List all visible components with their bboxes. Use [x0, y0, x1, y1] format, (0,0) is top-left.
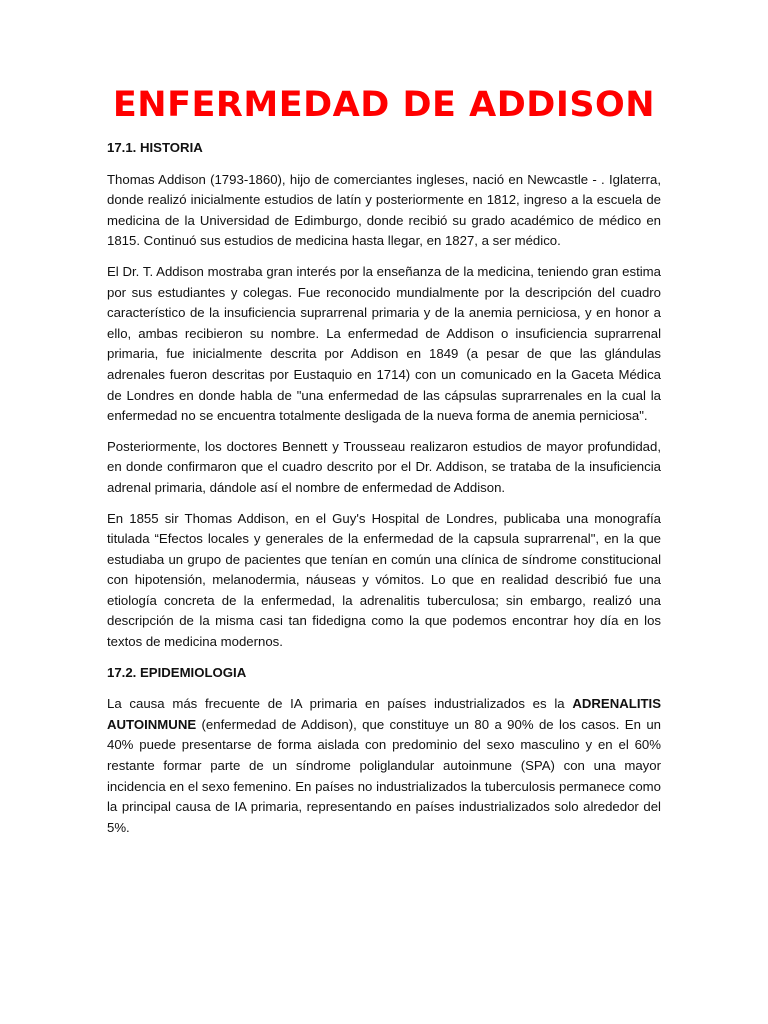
section-heading-epidemiologia: 17.2. EPIDEMIOLOGIA	[107, 664, 247, 680]
paragraph-historia-2: El Dr. T. Addison mostraba gran interés por la enseñanza de la medicina, teniendo gran estima por sus estudiantes y colegas. Fue reconocido mundialmente por la descripción del cuadro característico de la insuficiencia suprarrenal primaria y de la anemia perniciosa, y en honor a ello, ambas recibieron su nombre. La enfermedad de Addison o insuficiencia suprarrenal primaria, fue inicialmente descrita por Addison en 1849 (a pesar de que las glándulas adrenales fueron descritas por Eustaquio en 1714) con un comunicado en la Gaceta Médica de Londres en donde habla de "una enfermedad de las cápsulas suprarrenales en la cual la enfermedad no se encuentra totalmente desligada de la nueva forma de anemia perniciosa".	[107, 263, 661, 424]
paragraph-historia-4: En 1855 sir Thomas Addison, en el Guy's Hospital de Londres, publicaba una monografía titulada “Efectos locales y generales de la enfermedad de la capsula suprarrenal", en la que estudiaba un grupo de pacientes que tenían en común una clínica de síndrome constitucional con hipotensión, melanodermia, náuseas y vómitos. Lo que en realidad describió fue una etiología concreta de la enfermedad, la adrenalitis tuberculosa; sin embargo, realizó una descripción de la misma casi tan fidedigna como la que podemos encontrar hoy día en los textos de medicina modernos.	[107, 510, 661, 650]
paragraph-epidemiologia-1	[107, 694, 661, 838]
paragraph-text-rest: (enfermedad de Addison), que constituye un 80 a 90% de los casos. En un 40% puede presentarse de forma aislada con predominio del sexo masculino y en el 60% restante formar parte de un síndrome poliglandular autoinmune (SPA) con una mayor incidencia en el sexo femenino. En países no industrializados la tuberculosis permanece como la principal causa de IA primaria, representando en países industrializados solo alrededor del 5%.	[107, 716, 661, 835]
bold-term-adrenalitis: ADRENALITIS AUTOINMUNE	[107, 696, 661, 732]
paragraph-historia-3: Posteriormente, los doctores Bennett y Trousseau realizaron estudios de mayor profundidad, en donde confirmaron que el cuadro descrito por el Dr. Addison, se trataba de la insuficiencia adrenal primaria, dándole así el nombre de enfermedad de Addison.	[107, 438, 661, 495]
section-heading-historia: 17.1. HISTORIA	[107, 140, 203, 155]
document-title: ENFERMEDAD DE ADDISON	[112, 85, 656, 125]
paragraph-historia-1: Thomas Addison (1793-1860), hijo de comerciantes ingleses, nació en Newcastle - . Iglaterra, donde realizó inicialmente estudios de latín y posteriormente en 1812, ingreso a la escuela de medicina de la Universidad de Edimburgo, donde recibió su grado académico de médico en 1815. Continuó sus estudios de medicina hasta llegar, en 1827, a ser médico.	[107, 171, 661, 249]
paragraph-text-lead: La causa más frecuente de IA primaria en países industrializados es la	[107, 696, 573, 712]
document-body	[107, 138, 661, 848]
